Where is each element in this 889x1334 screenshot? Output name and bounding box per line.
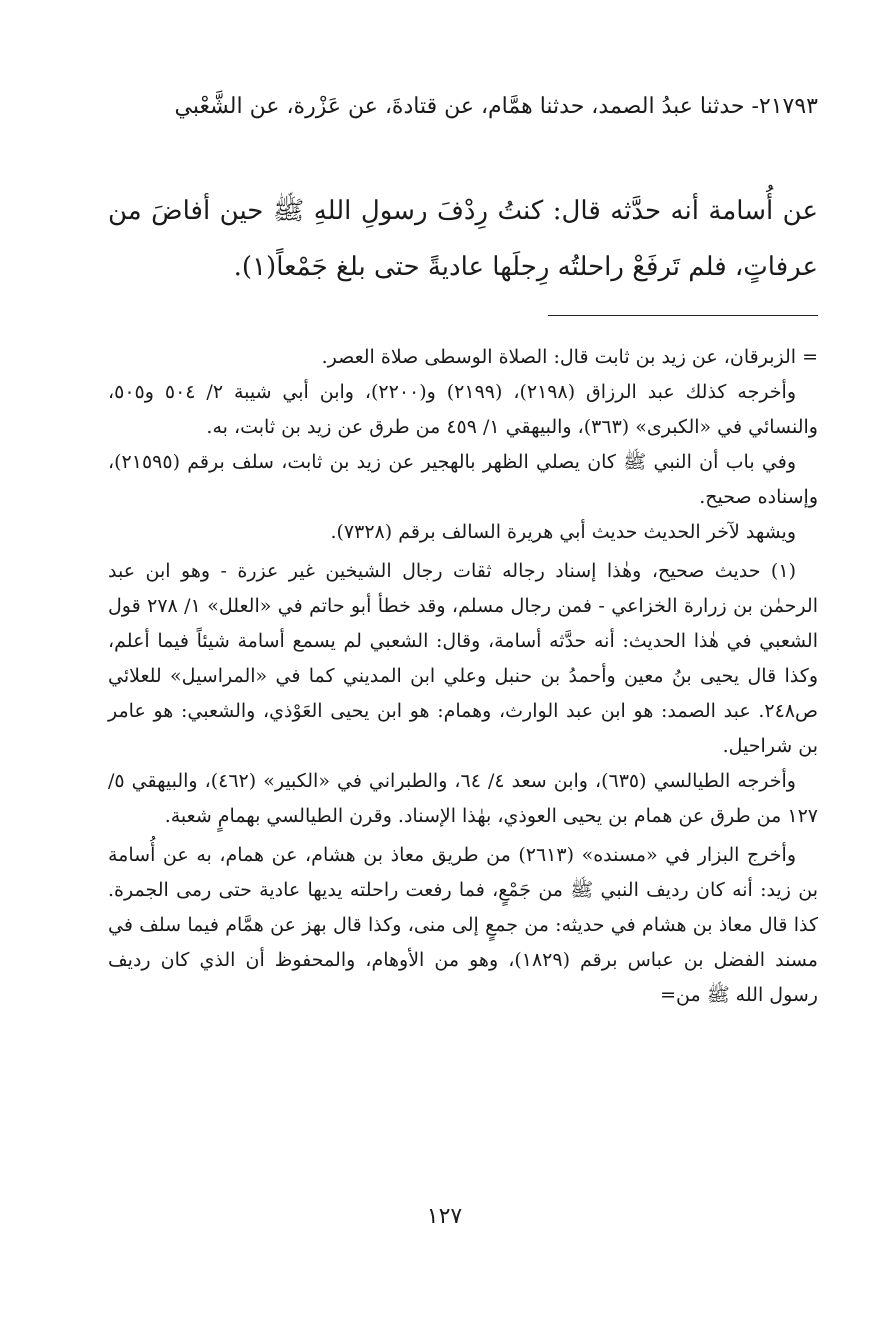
hadith-isnad: ٢١٧٩٣- حدثنا عبدُ الصمد، حدثنا همَّام، عن قتادةَ، عن عَزْرة، عن الشَّعْبي: [174, 94, 818, 119]
footnote-paragraph: وأخرجه الطيالسي (٦٣٥)، وابن سعد ٤/ ٦٤، والطبراني في «الكبير» (٤٦٢)، والبيهقي ٥/ ١٢٧ من طرق عن همام بن يحيى العوذي، بهٰذا الإسناد. وقرن الطيالسي بهمامٍ شعبة.: [108, 770, 818, 827]
footnote-continuation: = الزبرقان، عن زيد بن ثابت قال: الصلاة الوسطى صلاة العصر.: [321, 346, 818, 368]
footnote-paragraph: ويشهد لآخر الحديث حديث أبي هريرة السالف برقم (٧٣٢٨).: [330, 521, 796, 543]
hadith-matn: عن أُسامة أنه حدَّثه قال: كنتُ رِدْفَ رسولِ اللهِ ﷺ حين أفاضَ من عرفاتٍ، فلم تَرفَعْ راحلتُه رِجلَها عاديةً حتى بلغ جَمْعاً(١).: [108, 196, 818, 282]
page-number: ١٢٧: [426, 1204, 463, 1229]
footnotes: [108, 340, 818, 1013]
footnote-paragraph: وأخرج البزار في «مسنده» (٢٦١٣) من طريق معاذ بن هشام، عن همام، به عن أُسامة بن زيد: أنه كان رديف النبي ﷺ من جَمْعٍ، فما رفعت راحلته يديها عادية حتى رمى الجمرة. كذا قال معاذ بن هشام في حديثه: من جمعٍ إلى منى، وكذا قال بهز عن همَّام فيما سلف في مسند الفضل بن عباس برقم (١٨٢٩)، وهو من الأوهام، والمحفوظ أن الذي كان رديف رسول الله ﷺ من=: [108, 844, 818, 1006]
footnote-paragraph: وفي باب أن النبي ﷺ كان يصلي الظهر بالهجير عن زيد بن ثابت، سلف برقم (٢١٥٩٥)، وإسناده صحيح.: [108, 451, 818, 508]
footnote-1: (١) حديث صحيح، وهٰذا إسناد رجاله ثقات رجال الشيخين غير عزرة - وهو ابن عبد الرحمٰن بن زرارة الخزاعي - فمن رجال مسلم، وقد خطأ أبو حاتم في «العلل» ١/ ٢٧٨ قول الشعبي في هٰذا الحديث: أنه حدَّثه أسامة، وقال: الشعبي لم يسمع أسامة شيئاً فيما أعلم، وكذا قال يحيى بنُ معين وأحمدُ بن حنبل وعلي ابن المديني كما في «المراسيل» للعلائي ص٢٤٨. عبد الصمد: هو ابن عبد الوارث، وهمام: هو ابن يحيى العَوْذي، والشعبي: هو عامر بن شراحيل.: [108, 560, 818, 757]
footnote-paragraph: وأخرجه كذلك عبد الرزاق (٢١٩٨)، (٢١٩٩) و(٢٢٠٠)، وابن أبي شيبة ٢/ ٥٠٤ و٥٠٥، والنسائي في «الكبرى» (٣٦٣)، والبيهقي ١/ ٤٥٩ من طرق عن زيد بن ثابت، به.: [108, 381, 818, 438]
footnote-separator: [548, 315, 818, 316]
